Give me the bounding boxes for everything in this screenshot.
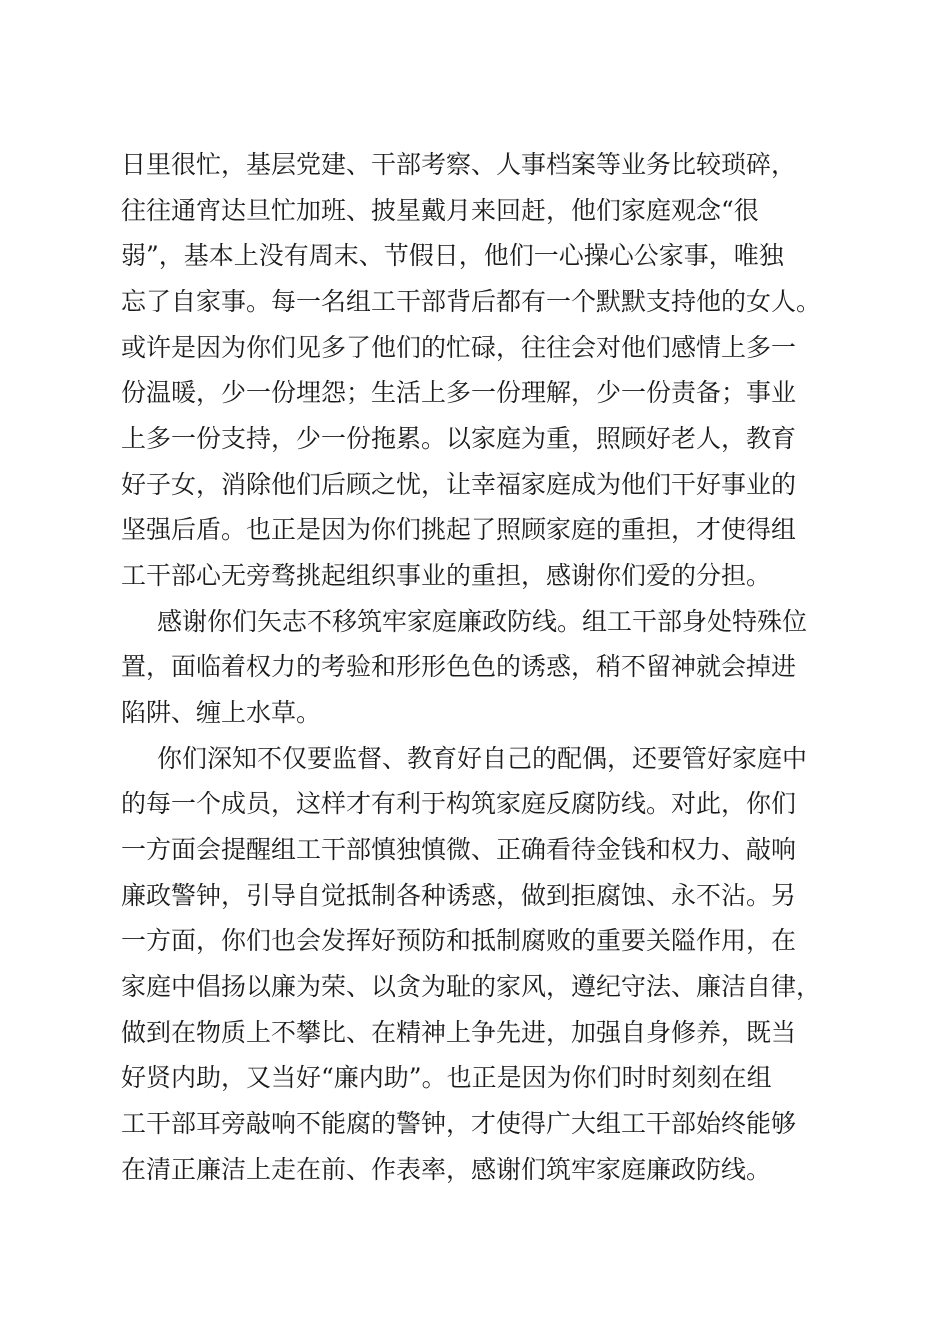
text-line: 或许是因为你们见多了他们的忙碌，往往会对他们感情上多一 (121, 333, 797, 362)
text-line: 坚强后盾。也正是因为你们挑起了照顾家庭的重担，才使得组 (121, 515, 797, 544)
text-line: 家庭中倡扬以廉为荣、以贪为耻的家风，遵纪守法、廉洁自律， (121, 972, 822, 1001)
text-line: 陷阱、缠上水草。 (121, 698, 322, 727)
text-line: 置，面临着权力的考验和形形色色的诱惑，稍不留神就会掉进 (121, 652, 797, 681)
text-line: 在清正廉洁上走在前、作表率，感谢们筑牢家庭廉政防线。 (121, 1155, 772, 1184)
text-line: 工干部心无旁骛挑起组织事业的重担，感谢你们爱的分担。 (121, 561, 772, 590)
text-line: 的每一个成员，这样才有利于构筑家庭反腐防线。对此，你们 (121, 789, 797, 818)
text-line: 好子女，消除他们后顾之忧，让幸福家庭成为他们干好事业的 (121, 470, 797, 499)
text-line: 工干部耳旁敲响不能腐的警钟，才使得广大组工干部始终能够 (121, 1109, 797, 1138)
text-line: 上多一份支持，少一份拖累。以家庭为重，照顾好老人，教育 (121, 424, 797, 453)
text-line: 往往通宵达旦忙加班、披星戴月来回赶，他们家庭观念“很 (121, 196, 759, 225)
text-line: 日里很忙，基层党建、干部考察、人事档案等业务比较琐碎， (121, 150, 797, 179)
text-line: 廉政警钟，引导自觉抵制各种诱惑，做到拒腐蚀、永不沾。另 (121, 881, 797, 910)
text-line: 一方面会提醒组工干部慎独慎微、正确看待金钱和权力、敲响 (121, 835, 797, 864)
text-line: 感谢你们矢志不移筑牢家庭廉政防线。组工干部身处特殊位 (157, 607, 808, 636)
text-line: 忘了自家事。每一名组工干部背后都有一个默默支持他的女人。 (121, 287, 822, 316)
text-line: 弱”，基本上没有周末、节假日，他们一心操心公家事，唯独 (121, 241, 784, 270)
text-line: 你们深知不仅要监督、教育好自己的配偶，还要管好家庭中 (157, 744, 808, 773)
text-line: 做到在物质上不攀比、在精神上争先进，加强自身修养，既当 (121, 1018, 797, 1047)
text-line: 份温暖，少一份埋怨；生活上多一份理解，少一份责备；事业 (121, 378, 797, 407)
text-line: 好贤内助，又当好“廉内助”。也正是因为你们时时刻刻在组 (121, 1063, 772, 1092)
text-line: 一方面，你们也会发挥好预防和抵制腐败的重要关隘作用，在 (121, 926, 797, 955)
